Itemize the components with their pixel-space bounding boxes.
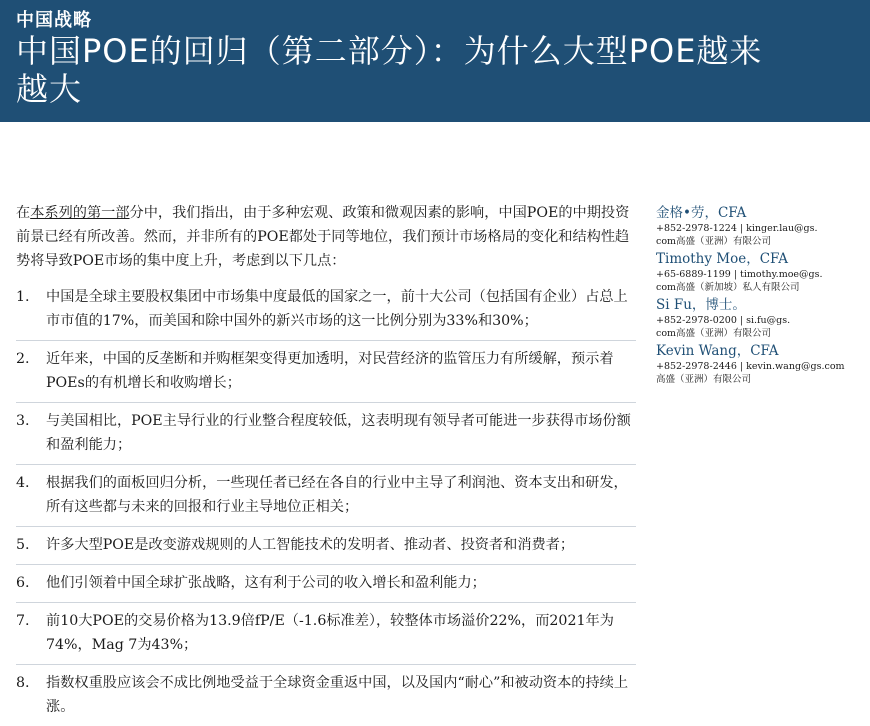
list-item: [16, 471, 636, 519]
item-number: 2.: [16, 351, 30, 367]
divider: [16, 526, 636, 527]
author-card: [656, 297, 856, 340]
author-org: com高盛（亚洲）有限公司: [656, 236, 772, 247]
author-org: com高盛（亚洲）有限公司: [656, 328, 772, 339]
list-item: [16, 609, 636, 657]
item-text: 近年来，中国的反垄断和并购框架变得更加透明，对民营经济的监管压力有所缓解，预示着POEs的有机增长和收购增长；: [46, 351, 614, 391]
author-name: 金格•劳，CFA: [656, 205, 747, 221]
author-card: [656, 205, 856, 248]
item-text: 前10大POE的交易价格为13.9倍fP/E（-1.6标准差），较整体市场溢价22%，而2021年为74%，Mag 7为43%；: [46, 613, 614, 653]
author-card: [656, 343, 856, 386]
author-list: [656, 205, 856, 389]
item-number: 8.: [16, 675, 30, 691]
item-text: 他们引领着中国全球扩张战略，这有利于公司的收入增长和盈利能力；: [46, 575, 486, 591]
list-item: [16, 571, 636, 595]
divider: [16, 564, 636, 565]
header-banner: [0, 0, 870, 122]
item-text: 中国是全球主要股权集团中市场集中度最低的国家之一，前十大公司（包括国有企业）占总上市市值的17%，而美国和除中国外的新兴市场的这一比例分别为33%和30%；: [46, 289, 628, 329]
author-name: Kevin Wang，CFA: [656, 343, 779, 359]
author-name: Si Fu，博士。: [656, 297, 746, 313]
key-points-list: [16, 285, 636, 726]
item-number: 3.: [16, 413, 30, 429]
author-org: com高盛（新加坡）私人有限公司: [656, 282, 800, 293]
item-text: 与美国相比，POE主导行业的行业整合程度较低，这表明现有领导者可能进一步获得市场份额和盈利能力；: [46, 413, 631, 453]
item-number: 4.: [16, 475, 30, 491]
item-number: 7.: [16, 613, 30, 629]
intro-paragraph: [16, 201, 636, 273]
author-name: Timothy Moe，CFA: [656, 251, 789, 267]
item-number: 5.: [16, 537, 30, 553]
intro-text: 分中，我们指出，由于多种宏观、政策和微观因素的影响，中国POE的中期投资前景已经有所改善。然而，并非所有的POE都处于同等地位，我们预计市场格局的变化和结构性趋势将导致POE市场的集中度上升，考虑到以下几点：: [16, 205, 630, 269]
section-label: 中国战略: [16, 10, 92, 31]
list-item: [16, 533, 636, 557]
intro-prefix: 在: [16, 205, 31, 221]
list-item: [16, 285, 636, 333]
list-item: [16, 671, 636, 719]
divider: [16, 664, 636, 665]
report-title: 中国POE的回归（第二部分）：为什么大型POE越来越大: [16, 32, 763, 108]
item-text: 许多大型POE是改变游戏规则的人工智能技术的发明者、推动者、投资者和消费者；: [46, 537, 575, 553]
series-part-one-link[interactable]: 本系列的第一部: [30, 205, 130, 221]
item-text: 指数权重股应该会不成比例地受益于全球资金重返中国，以及国内“耐心”和被动资本的持续上涨。: [46, 675, 629, 715]
item-number: 1.: [16, 289, 30, 305]
divider: [16, 402, 636, 403]
author-contact[interactable]: +852-2978-2446 | kevin.wang@gs.com: [656, 361, 845, 372]
list-item: [16, 347, 636, 395]
divider: [16, 602, 636, 603]
item-number: 6.: [16, 575, 30, 591]
list-item: [16, 409, 636, 457]
author-card: [656, 251, 856, 294]
author-contact[interactable]: +852-2978-0200 | si.fu@gs.: [656, 315, 791, 326]
author-org: 高盛（亚洲）有限公司: [656, 374, 752, 385]
author-contact[interactable]: +65-6889-1199 | timothy.moe@gs.: [656, 269, 823, 280]
divider: [16, 340, 636, 341]
author-contact[interactable]: +852-2978-1224 | kinger.lau@gs.: [656, 223, 818, 234]
divider: [16, 464, 636, 465]
item-text: 根据我们的面板回归分析，一些现任者已经在各自的行业中主导了利润池、资本支出和研发，所有这些都与未来的回报和行业主导地位正相关；: [46, 475, 628, 515]
